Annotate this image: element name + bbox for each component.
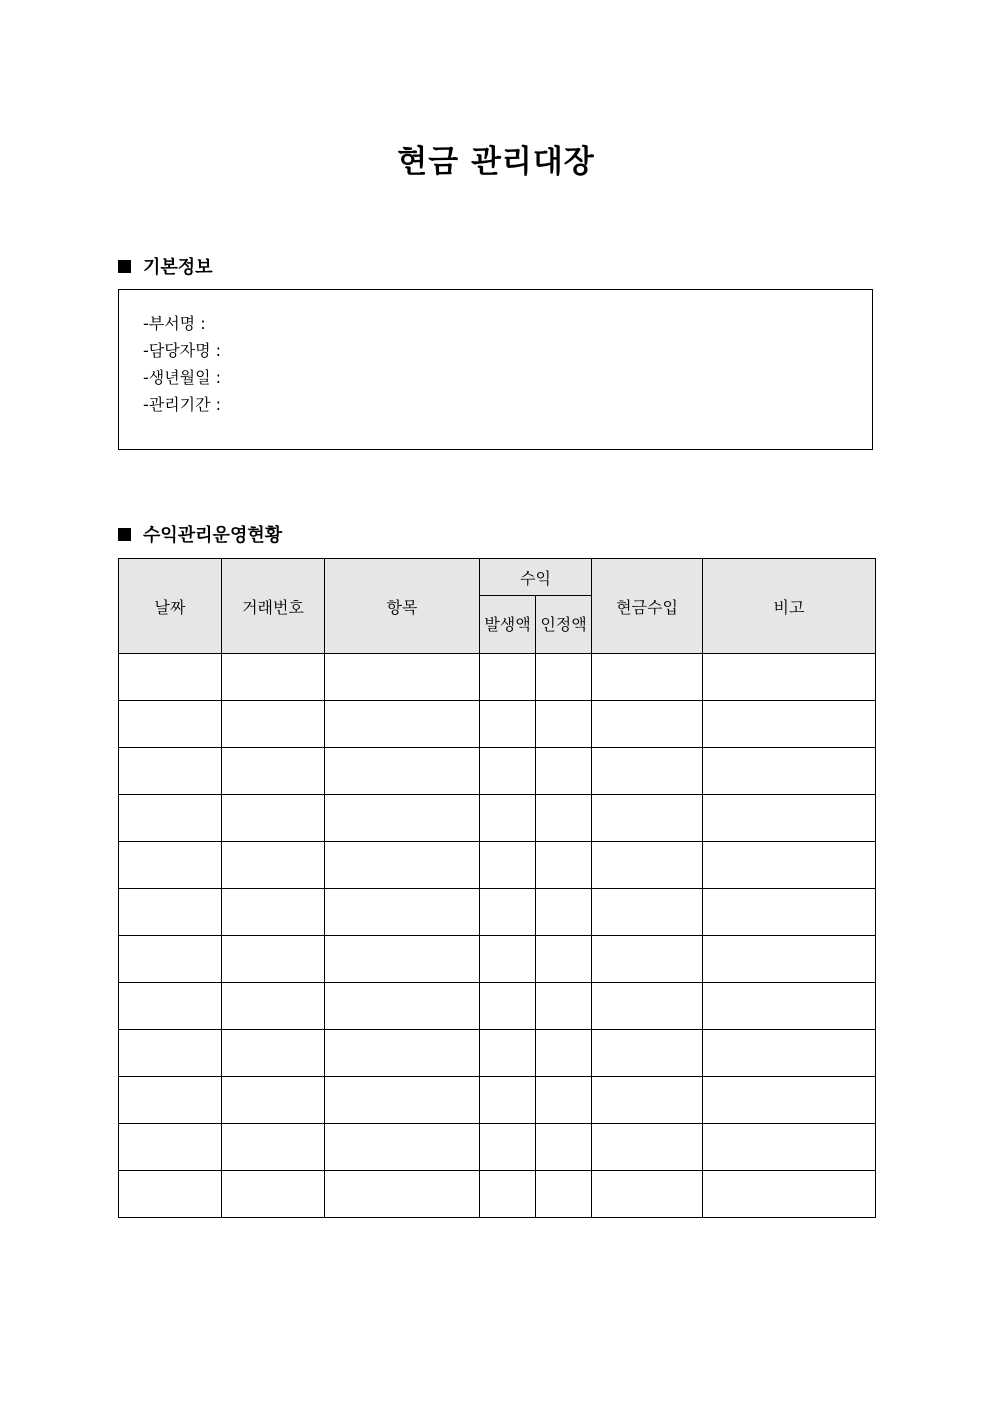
basic-info-heading	[118, 253, 213, 279]
transaction-no-cell[interactable]	[222, 1124, 325, 1171]
table-row	[119, 1171, 876, 1218]
revenue-heading	[118, 521, 282, 547]
transaction-no-cell[interactable]	[222, 795, 325, 842]
manager-name-line[interactable]: -담당자명 :	[143, 341, 222, 360]
table-row	[119, 654, 876, 701]
management-period-line[interactable]: -관리기간 :	[143, 395, 222, 414]
date-cell[interactable]	[119, 1077, 222, 1124]
table-row	[119, 842, 876, 889]
date-cell[interactable]	[119, 889, 222, 936]
recognized-amount-cell[interactable]	[536, 889, 592, 936]
cash-income-cell[interactable]	[592, 748, 703, 795]
occurred-amount-cell[interactable]	[480, 654, 536, 701]
col-header-occurred-amount: 발생액	[480, 596, 536, 654]
date-cell[interactable]	[119, 1030, 222, 1077]
date-cell[interactable]	[119, 1124, 222, 1171]
remarks-cell[interactable]	[703, 1171, 876, 1218]
table-row	[119, 983, 876, 1030]
recognized-amount-cell[interactable]	[536, 983, 592, 1030]
occurred-amount-cell[interactable]	[480, 842, 536, 889]
transaction-no-cell[interactable]	[222, 1030, 325, 1077]
col-header-cash-income: 현금수입	[592, 559, 703, 654]
cash-income-cell[interactable]	[592, 654, 703, 701]
occurred-amount-cell[interactable]	[480, 1077, 536, 1124]
date-cell[interactable]	[119, 842, 222, 889]
cash-income-cell[interactable]	[592, 936, 703, 983]
col-header-recognized-amount: 인정액	[536, 596, 592, 654]
item-cell[interactable]	[325, 936, 480, 983]
remarks-cell[interactable]	[703, 1077, 876, 1124]
cash-income-cell[interactable]	[592, 701, 703, 748]
square-bullet-icon	[118, 528, 131, 541]
cash-income-cell[interactable]	[592, 1171, 703, 1218]
birth-date-line[interactable]: -생년월일 :	[143, 368, 222, 387]
item-cell[interactable]	[325, 1171, 480, 1218]
table-row	[119, 748, 876, 795]
square-bullet-icon	[118, 260, 131, 273]
occurred-amount-cell[interactable]	[480, 983, 536, 1030]
transaction-no-cell[interactable]	[222, 889, 325, 936]
cash-income-cell[interactable]	[592, 1077, 703, 1124]
item-cell[interactable]	[325, 654, 480, 701]
remarks-cell[interactable]	[703, 795, 876, 842]
basic-info-box	[118, 289, 873, 450]
transaction-no-cell[interactable]	[222, 842, 325, 889]
revenue-heading-label: 수익관리운영현황	[143, 525, 283, 546]
item-cell[interactable]	[325, 1124, 480, 1171]
table-row	[119, 1077, 876, 1124]
remarks-cell[interactable]	[703, 1030, 876, 1077]
cash-income-cell[interactable]	[592, 1124, 703, 1171]
date-cell[interactable]	[119, 936, 222, 983]
date-cell[interactable]	[119, 701, 222, 748]
occurred-amount-cell[interactable]	[480, 1030, 536, 1077]
occurred-amount-cell[interactable]	[480, 748, 536, 795]
recognized-amount-cell[interactable]	[536, 795, 592, 842]
col-header-item: 항목	[325, 559, 480, 654]
recognized-amount-cell[interactable]	[536, 1077, 592, 1124]
item-cell[interactable]	[325, 983, 480, 1030]
date-cell[interactable]	[119, 748, 222, 795]
date-cell[interactable]	[119, 1171, 222, 1218]
transaction-no-cell[interactable]	[222, 654, 325, 701]
date-cell[interactable]	[119, 795, 222, 842]
table-row	[119, 936, 876, 983]
transaction-no-cell[interactable]	[222, 1077, 325, 1124]
cash-income-cell[interactable]	[592, 1030, 703, 1077]
table-row	[119, 1030, 876, 1077]
recognized-amount-cell[interactable]	[536, 1030, 592, 1077]
item-cell[interactable]	[325, 1030, 480, 1077]
table-row	[119, 701, 876, 748]
transaction-no-cell[interactable]	[222, 748, 325, 795]
col-header-transaction-no: 거래번호	[222, 559, 325, 654]
occurred-amount-cell[interactable]	[480, 701, 536, 748]
item-cell[interactable]	[325, 889, 480, 936]
recognized-amount-cell[interactable]	[536, 701, 592, 748]
cash-income-cell[interactable]	[592, 889, 703, 936]
department-line[interactable]: -부서명 :	[143, 314, 206, 333]
date-cell[interactable]	[119, 654, 222, 701]
remarks-cell[interactable]	[703, 654, 876, 701]
remarks-cell[interactable]	[703, 842, 876, 889]
occurred-amount-cell[interactable]	[480, 1171, 536, 1218]
col-header-remarks: 비고	[703, 559, 876, 654]
remarks-cell[interactable]	[703, 936, 876, 983]
remarks-cell[interactable]	[703, 748, 876, 795]
basic-info-heading-label: 기본정보	[143, 257, 213, 278]
occurred-amount-cell[interactable]	[480, 1124, 536, 1171]
date-cell[interactable]	[119, 983, 222, 1030]
recognized-amount-cell[interactable]	[536, 936, 592, 983]
item-cell[interactable]	[325, 701, 480, 748]
table-row	[119, 1124, 876, 1171]
transaction-no-cell[interactable]	[222, 701, 325, 748]
recognized-amount-cell[interactable]	[536, 842, 592, 889]
remarks-cell[interactable]	[703, 889, 876, 936]
item-cell[interactable]	[325, 748, 480, 795]
cash-income-cell[interactable]	[592, 842, 703, 889]
occurred-amount-cell[interactable]	[480, 889, 536, 936]
item-cell[interactable]	[325, 795, 480, 842]
occurred-amount-cell[interactable]	[480, 795, 536, 842]
recognized-amount-cell[interactable]	[536, 1171, 592, 1218]
ledger-body	[119, 654, 876, 1218]
recognized-amount-cell[interactable]	[536, 748, 592, 795]
table-row	[119, 795, 876, 842]
recognized-amount-cell[interactable]	[536, 1124, 592, 1171]
col-header-date: 날짜	[119, 559, 222, 654]
item-cell[interactable]	[325, 842, 480, 889]
occurred-amount-cell[interactable]	[480, 936, 536, 983]
page-title: 현금 관리대장	[397, 144, 595, 180]
cash-income-cell[interactable]	[592, 983, 703, 1030]
recognized-amount-cell[interactable]	[536, 654, 592, 701]
remarks-cell[interactable]	[703, 1124, 876, 1171]
transaction-no-cell[interactable]	[222, 936, 325, 983]
col-header-revenue-group: 수익	[480, 559, 592, 596]
revenue-ledger-table	[118, 558, 876, 1218]
cash-income-cell[interactable]	[592, 795, 703, 842]
transaction-no-cell[interactable]	[222, 1171, 325, 1218]
remarks-cell[interactable]	[703, 701, 876, 748]
table-row	[119, 889, 876, 936]
transaction-no-cell[interactable]	[222, 983, 325, 1030]
remarks-cell[interactable]	[703, 983, 876, 1030]
item-cell[interactable]	[325, 1077, 480, 1124]
